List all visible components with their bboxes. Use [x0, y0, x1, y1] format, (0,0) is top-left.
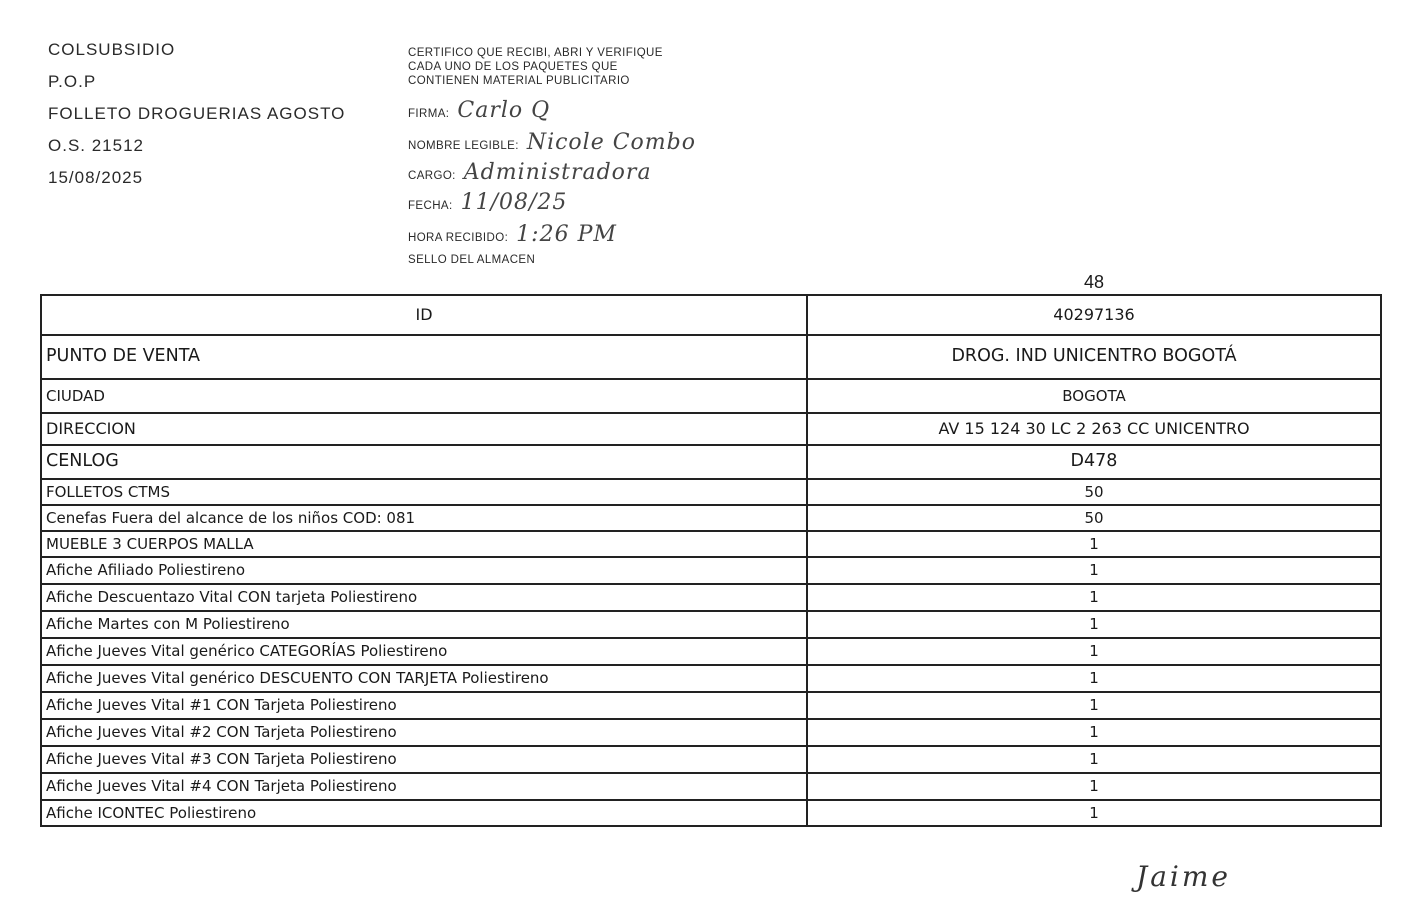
firma-label: FIRMA:	[408, 108, 450, 120]
row-value: BOGOTA	[807, 379, 1381, 413]
page-number: 48	[1084, 272, 1105, 292]
table-row	[41, 638, 1381, 665]
row-label: ID	[41, 295, 807, 335]
row-value: 50	[807, 505, 1381, 531]
row-label: Afiche Jueves Vital #4 CON Tarjeta Poliestireno	[41, 773, 807, 800]
table-row	[41, 557, 1381, 584]
nombre-label: NOMBRE LEGIBLE:	[408, 140, 519, 152]
row-label: Cenefas Fuera del alcance de los niños COD: 081	[41, 505, 807, 531]
header-date: 15/08/2025	[48, 168, 144, 187]
header-title: FOLLETO DROGUERIAS AGOSTO	[48, 104, 346, 123]
document-header	[48, 38, 345, 198]
handwritten-signature: Jaime	[1136, 860, 1231, 893]
row-label: Afiche Jueves Vital genérico DESCUENTO CON TARJETA Poliestireno	[41, 665, 807, 692]
hora-field	[408, 222, 617, 247]
row-label: FOLLETOS CTMS	[41, 479, 807, 505]
sello-field	[408, 254, 535, 266]
firma-field	[408, 98, 550, 123]
table-row	[41, 335, 1381, 379]
row-value: 1	[807, 557, 1381, 584]
row-value: D478	[807, 445, 1381, 479]
hora-value: 1:26 PM	[516, 222, 617, 247]
row-value: AV 15 124 30 LC 2 263 CC UNICENTRO	[807, 413, 1381, 445]
fecha-label: FECHA:	[408, 200, 453, 212]
table-row	[41, 479, 1381, 505]
table-row	[41, 719, 1381, 746]
row-value: 1	[807, 800, 1381, 826]
certificate-text	[408, 46, 663, 88]
table-row	[41, 773, 1381, 800]
row-label: CIUDAD	[41, 379, 807, 413]
cargo-value: Administradora	[463, 160, 652, 185]
certificate-block	[408, 46, 696, 266]
nombre-field	[408, 130, 696, 155]
table-row	[41, 692, 1381, 719]
nombre-value: Nicole Combo	[526, 130, 696, 155]
row-value: 1	[807, 746, 1381, 773]
table-row	[41, 295, 1381, 335]
row-label: Afiche Jueves Vital #2 CON Tarjeta Poliestireno	[41, 719, 807, 746]
hora-label: HORA RECIBIDO:	[408, 232, 509, 244]
cargo-field	[408, 160, 652, 185]
fecha-field	[408, 190, 567, 215]
table-row	[41, 665, 1381, 692]
row-value: 1	[807, 611, 1381, 638]
row-label: Afiche Martes con M Poliestireno	[41, 611, 807, 638]
table-row	[41, 746, 1381, 773]
row-label: PUNTO DE VENTA	[41, 335, 807, 379]
row-label: Afiche Jueves Vital genérico CATEGORÍAS Poliestireno	[41, 638, 807, 665]
cargo-label: CARGO:	[408, 170, 456, 182]
table-row	[41, 611, 1381, 638]
table-row	[41, 413, 1381, 445]
row-label: CENLOG	[41, 445, 807, 479]
row-label: DIRECCION	[41, 413, 807, 445]
header-order: O.S. 21512	[48, 136, 145, 155]
row-label: MUEBLE 3 CUERPOS MALLA	[41, 531, 807, 557]
table-row	[41, 445, 1381, 479]
row-value: 1	[807, 531, 1381, 557]
row-value: 1	[807, 638, 1381, 665]
row-label: Afiche Descuentazo Vital CON tarjeta Poliestireno	[41, 584, 807, 611]
row-value: 1	[807, 584, 1381, 611]
row-value: 1	[807, 773, 1381, 800]
row-value: 1	[807, 719, 1381, 746]
header-type: P.O.P	[48, 72, 97, 91]
sello-label: SELLO DEL ALMACEN	[408, 254, 536, 266]
row-value: DROG. IND UNICENTRO BOGOTÁ	[807, 335, 1381, 379]
header-company: COLSUBSIDIO	[48, 40, 176, 59]
row-value: 40297136	[807, 295, 1381, 335]
row-value: 1	[807, 665, 1381, 692]
certificate-line: CONTIENEN MATERIAL PUBLICITARIO	[408, 75, 630, 87]
row-label: Afiche ICONTEC Poliestireno	[41, 800, 807, 826]
table-row	[41, 531, 1381, 557]
row-value: 1	[807, 692, 1381, 719]
fecha-value: 11/08/25	[460, 190, 568, 215]
row-label: Afiche Afiliado Poliestireno	[41, 557, 807, 584]
certificate-line: CERTIFICO QUE RECIBI, ABRI Y VERIFIQUE	[408, 47, 663, 59]
table-row	[41, 584, 1381, 611]
table-row	[41, 800, 1381, 826]
table-row	[41, 505, 1381, 531]
row-label: Afiche Jueves Vital #1 CON Tarjeta Poliestireno	[41, 692, 807, 719]
firma-value: Carlo Q	[457, 98, 551, 123]
row-label: Afiche Jueves Vital #3 CON Tarjeta Poliestireno	[41, 746, 807, 773]
certificate-line: CADA UNO DE LOS PAQUETES QUE	[408, 61, 618, 73]
delivery-table	[40, 294, 1382, 827]
row-value: 50	[807, 479, 1381, 505]
table-row	[41, 379, 1381, 413]
